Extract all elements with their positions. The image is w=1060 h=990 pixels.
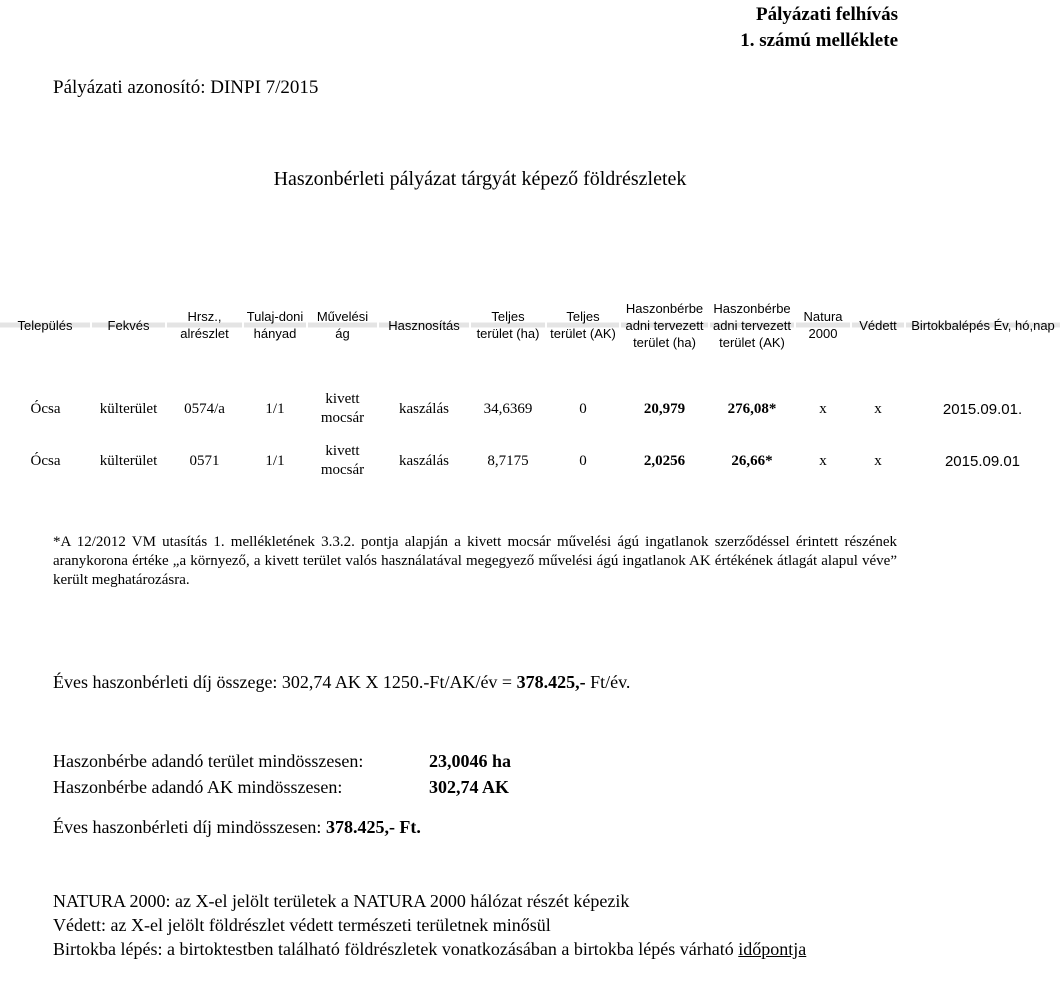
table-cell: x [874,400,882,417]
total-ak-label: Haszonbérbe adandó AK mindösszesen: [53,777,343,797]
land-parcels-table [0,268,1060,486]
table-cell: 2015.09.01. [942,400,1023,418]
annual-fee-amount: 378.425,- [516,672,586,692]
table-cell: 0574/a [184,400,225,417]
table-cell: 2015.09.01 [944,452,1021,470]
vedett-note: Védett: az X-el jelölt földrészlet védett természeti területnek minősül [53,915,551,935]
table-header-row [0,268,1060,382]
birtokba-note-end: időpontja [738,939,807,959]
document-header [740,2,898,54]
table-cell: 20,979 [643,400,686,417]
table-cell: Ócsa [30,452,61,469]
birtokba-note [53,937,913,961]
table-cell: kivett mocsár [320,391,365,426]
col-header-hasznositas: Hasznosítás [378,268,470,382]
table-row [0,436,1060,486]
total-area-label: Haszonbérbe adandó terület mindösszesen: [53,751,364,771]
header-title: Pályázati felhívás [756,4,898,25]
col-header-natura: Natura 2000 [795,268,851,382]
table-cell: 8,7175 [487,452,529,469]
table-cell: kivett mocsár [320,443,365,478]
table-cell: Ócsa [30,400,61,417]
col-header-hrsz: Hrsz., alrészlet [166,268,243,382]
annual-total-value: 378.425,- Ft. [325,817,421,837]
table-cell: külterület [99,400,158,417]
col-header-telepules: Település [0,268,91,382]
col-header-birtokbalepes: Birtokbalépés Év, hó,nap [905,268,1060,382]
col-header-teljes-terulet-ak: Teljes terület (AK) [546,268,620,382]
table-cell: kaszálás [399,452,449,469]
annual-total-label: Éves haszonbérleti díj mindösszesen: [53,817,326,837]
annual-fee-text: Éves haszonbérleti díj összege: 302,74 AK X 1250.-Ft/AK/év = [53,672,517,692]
table-cell: 0 [579,400,587,417]
application-id: Pályázati azonosító: DINPI 7/2015 [53,77,319,98]
table-cell: 0571 [189,452,220,469]
header-annex: 1. számú melléklete [740,30,898,51]
col-header-teljes-terulet-ha: Teljes terület (ha) [470,268,546,382]
table-cell: külterület [99,452,158,469]
col-header-haszonberbe-ha: Haszonbérbe adni tervezett terület (ha) [620,268,709,382]
table-cell: 34,6369 [483,400,533,417]
annual-total-line [53,817,421,838]
annual-fee-unit: Ft/év. [585,672,631,692]
natura-note: NATURA 2000: az X-el jelölt területek a NATURA 2000 hálózat részét képezik [53,891,630,911]
table-cell: 26,66* [731,452,773,469]
totals-block [53,748,511,800]
table-cell: 1/1 [265,452,285,469]
table-row [0,382,1060,436]
birtokba-note-text: Birtokba lépés: a birtoktestben található földrészletek vonatkozásában a birtokba lépés várható [53,939,739,959]
table-cell: 0 [579,452,587,469]
table-cell: x [874,452,882,469]
ak-footnote: *A 12/2012 VM utasítás 1. mellékletének 3.3.2. pontja alapján a kivett mocsár művelési ágú ingatlanok szerződéssel érintett részének aranykorona értéke „a környező, a kivett terület valós használatával megegyező művelési ágú ingatlanok AK értékének átlagát alapul véve” került meghatározásra. [53,534,897,588]
table-cell: kaszálás [399,400,449,417]
total-ak-value: 302,74 AK [429,777,510,797]
annual-fee-line [53,672,630,693]
col-header-vedett: Védett [851,268,905,382]
col-header-haszonberbe-ak: Haszonbérbe adni tervezett terület (AK) [709,268,795,382]
total-area-value: 23,0046 ha [429,751,512,771]
col-header-muvelesi-ag: Művelési ág [307,268,378,382]
legend-notes [53,889,913,961]
total-area-line [53,748,511,774]
col-header-fekves: Fekvés [91,268,166,382]
page-title: Haszonbérleti pályázat tárgyát képező földrészletek [273,168,687,190]
table-cell: 2,0256 [643,452,686,469]
col-header-tulajdoni-hanyad: Tulaj-doni hányad [243,268,307,382]
table-cell: x [819,400,827,417]
table-cell: 1/1 [265,400,285,417]
total-ak-line [53,774,511,800]
table-cell: x [819,452,827,469]
table-cell: 276,08* [727,400,777,417]
